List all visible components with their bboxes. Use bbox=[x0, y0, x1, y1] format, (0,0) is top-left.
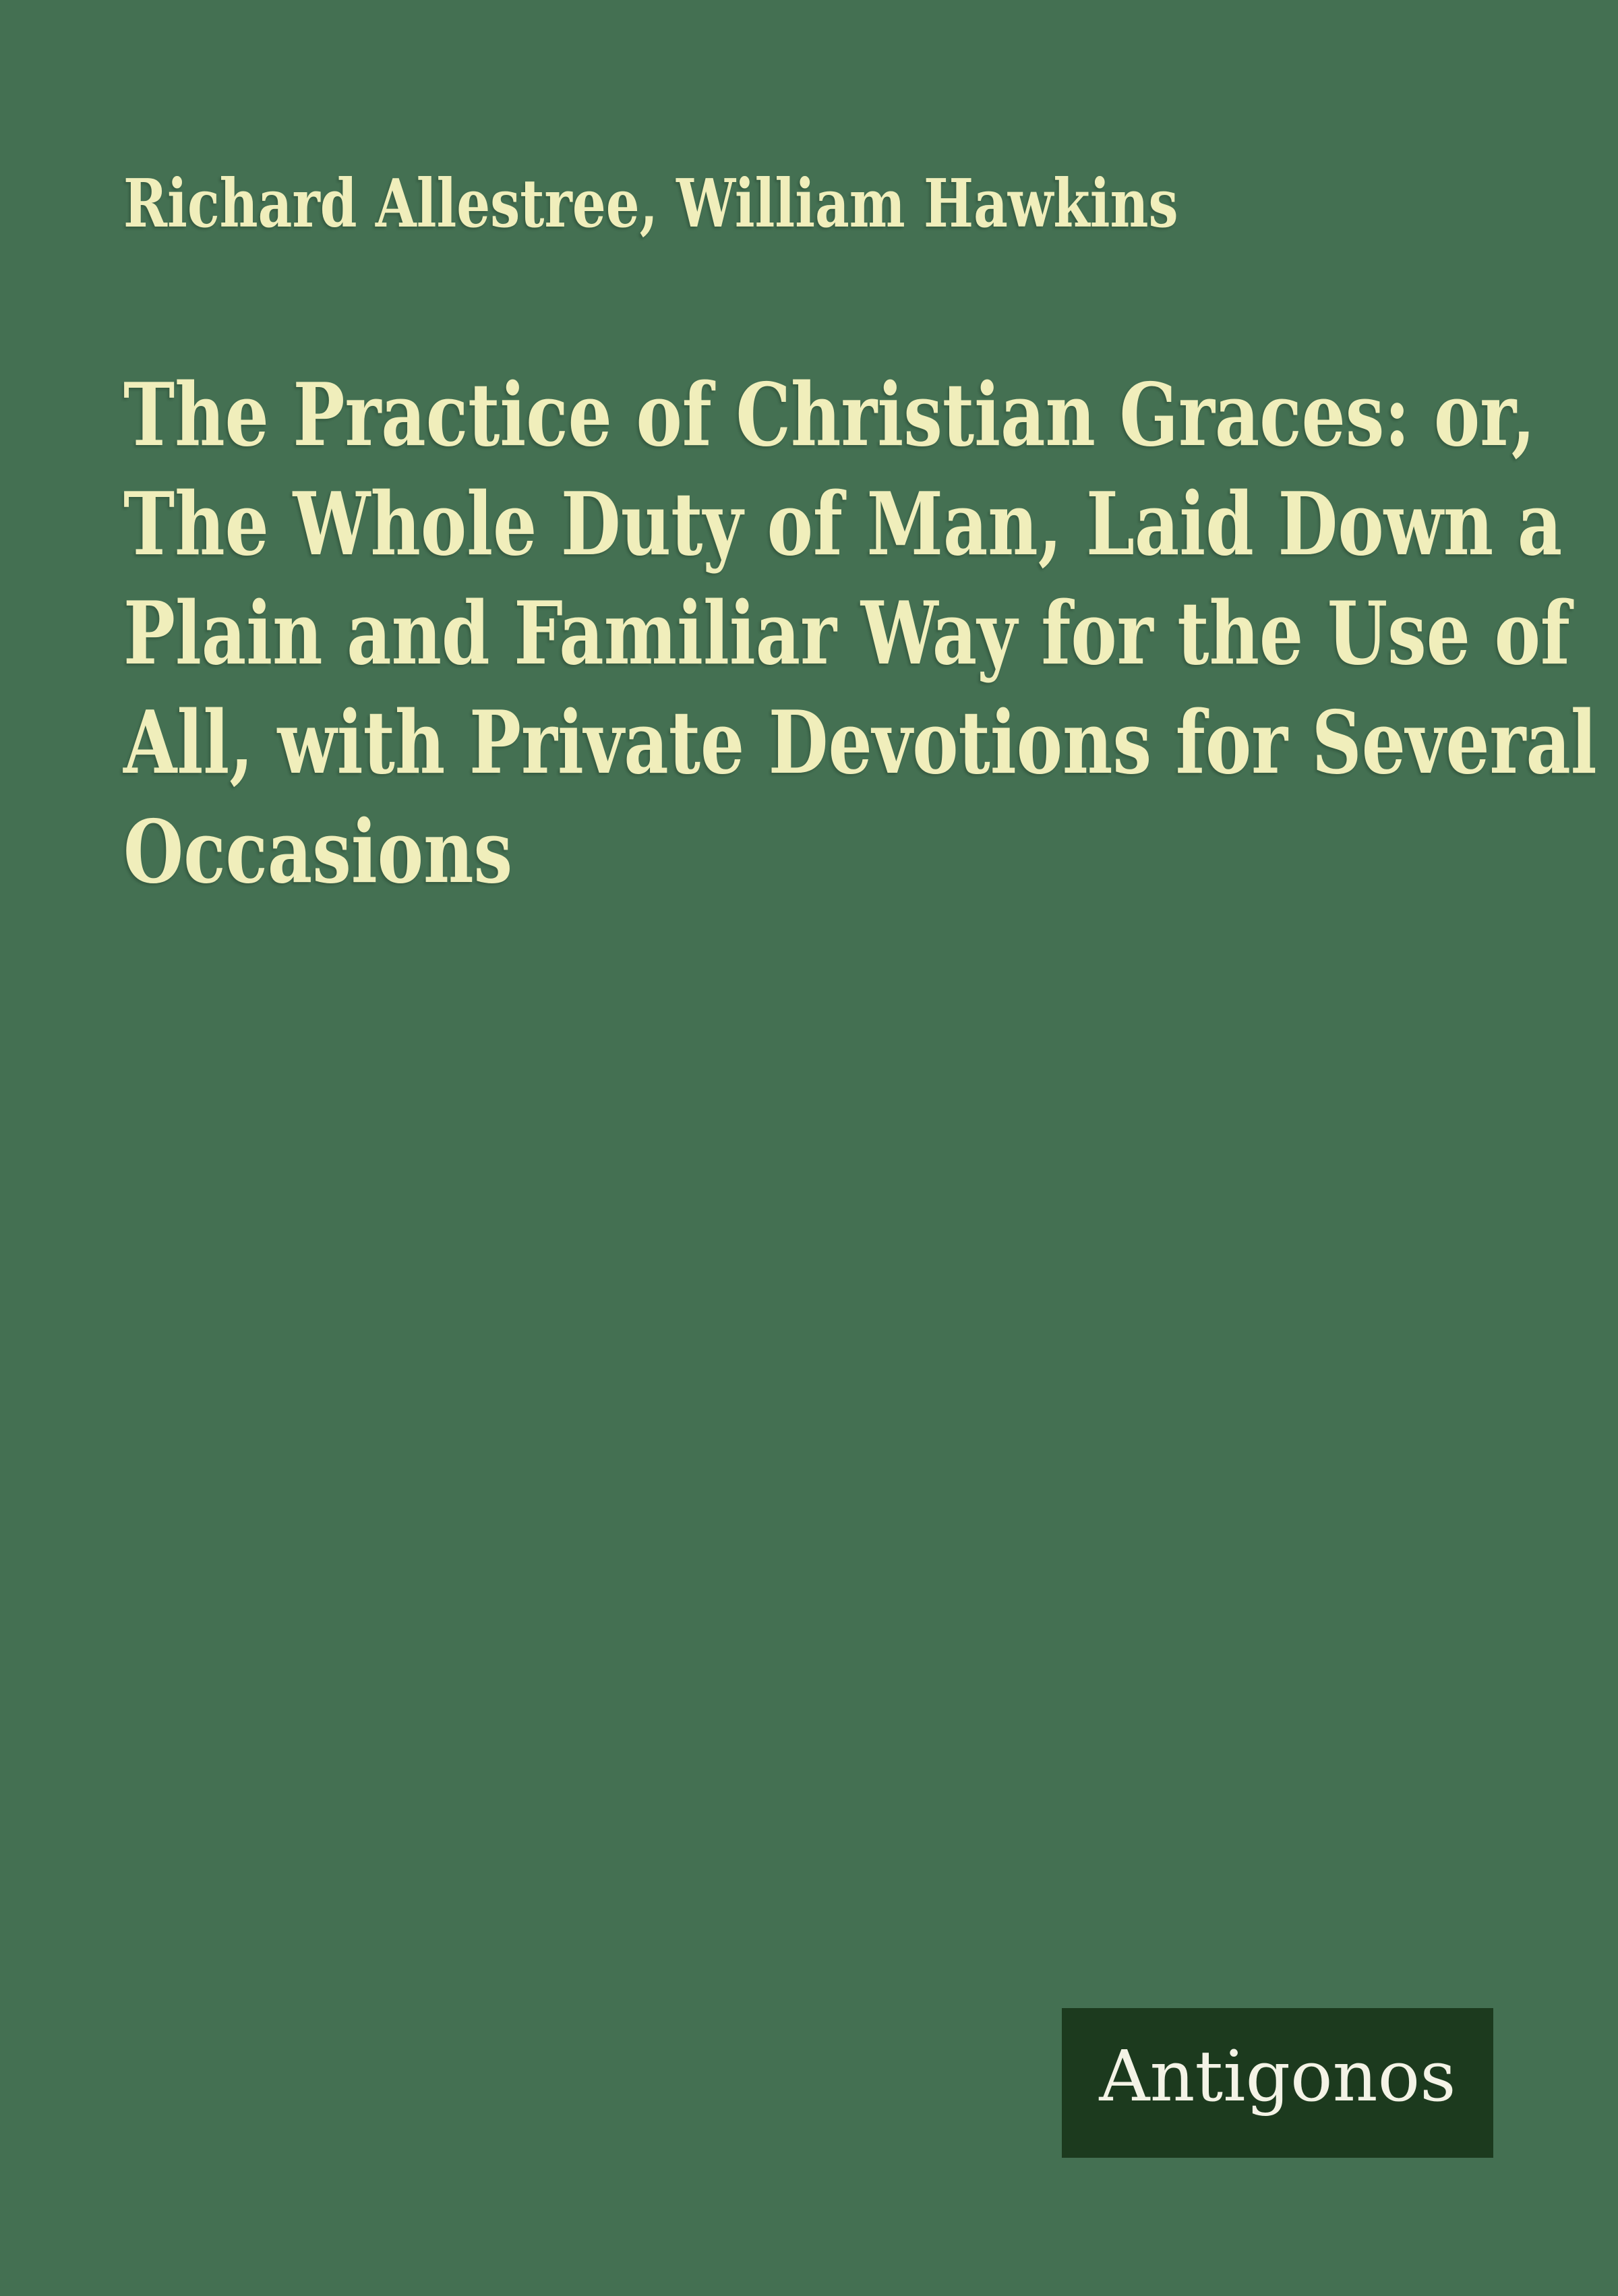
author-line: Richard Allestree, William Hawkins bbox=[123, 165, 1178, 243]
title-line: All, with Private Devotions for Several bbox=[123, 693, 1597, 794]
book-title bbox=[123, 361, 1618, 907]
publisher-badge bbox=[1062, 2008, 1493, 2158]
title-line: The Practice of Christian Graces: or, bbox=[123, 365, 1536, 466]
title-line: Occasions bbox=[123, 802, 513, 903]
publisher-name: Antigonos bbox=[1099, 2035, 1456, 2117]
title-line: Plain and Familiar Way for the Use of bbox=[123, 583, 1570, 684]
title-line: The Whole Duty of Man, Laid Down a bbox=[123, 474, 1563, 575]
